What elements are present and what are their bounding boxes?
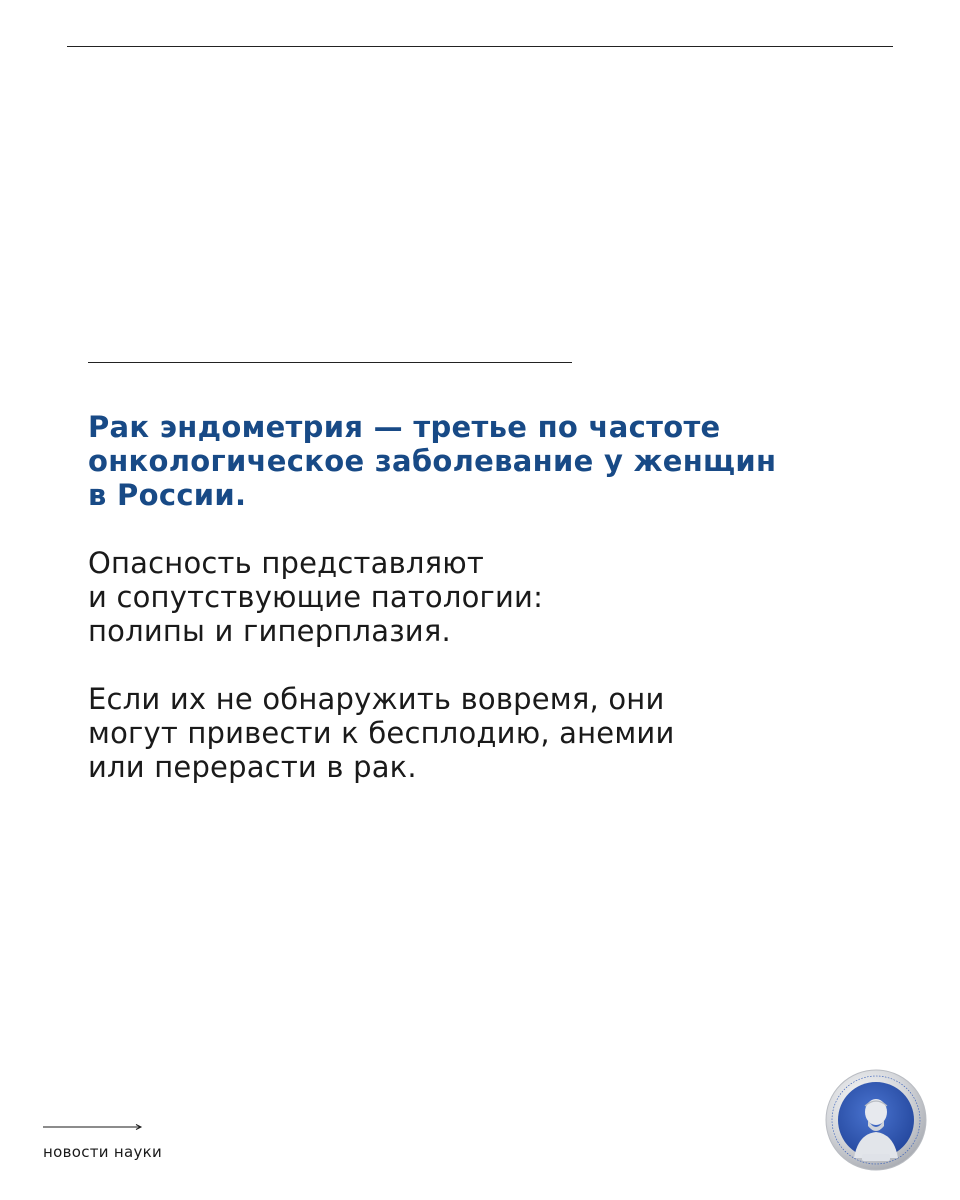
headline: [88, 410, 908, 512]
foundation-seal-icon: [824, 1068, 928, 1172]
paragraph-line: и сопутствующие патологии:: [88, 580, 544, 614]
headline-line: Рак эндометрия — третье по частоте: [88, 410, 721, 444]
headline-line: онкологическое заболевание у женщин: [88, 444, 777, 478]
paragraph-line: Если их не обнаружить вовремя, они: [88, 682, 665, 716]
footer-label: новости науки: [43, 1143, 163, 1161]
main-content: [88, 410, 908, 784]
paragraph-line: могут привести к бесплодию, анемии: [88, 716, 675, 750]
paragraph-line: Опасность представляют: [88, 546, 484, 580]
arrow-right-icon: [43, 1124, 143, 1130]
paragraph-line: или перерасти в рак.: [88, 750, 417, 784]
paragraph-pathologies: [88, 546, 908, 648]
paragraph-line: полипы и гиперплазия.: [88, 614, 451, 648]
section-divider: [88, 362, 572, 363]
headline-line: в России.: [88, 478, 247, 512]
paragraph-consequences: [88, 682, 908, 784]
top-divider: [67, 46, 893, 47]
